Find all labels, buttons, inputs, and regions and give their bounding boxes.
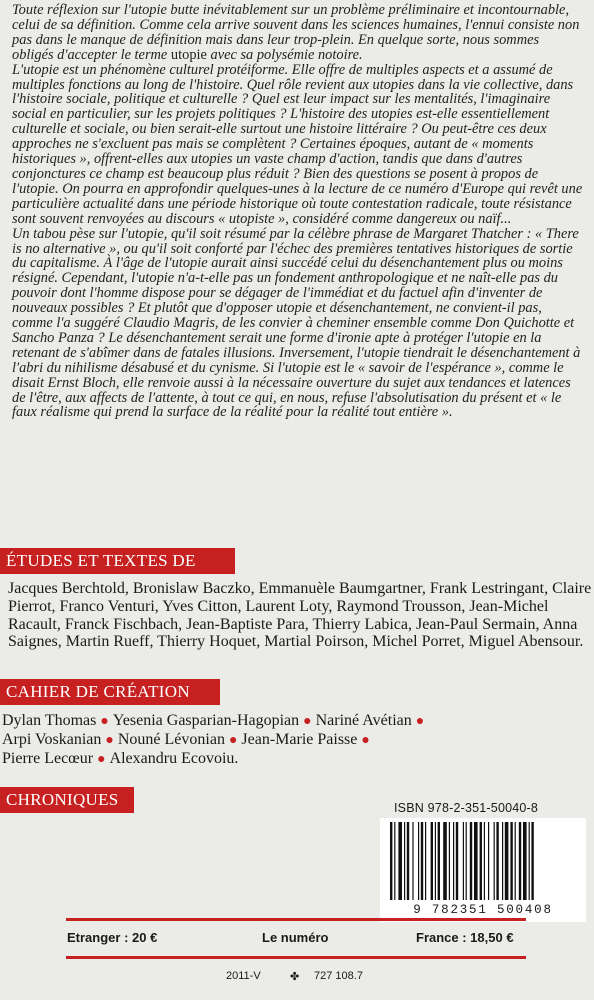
footer-code: 2011-V <box>226 970 261 982</box>
bullet-icon: ● <box>100 714 109 729</box>
barcode-bar <box>529 822 530 900</box>
barcode-bar <box>453 822 454 900</box>
barcode-bar <box>488 822 489 900</box>
price-rule-top <box>66 918 526 921</box>
barcode-bar <box>412 822 413 900</box>
bullet-icon: ● <box>228 732 238 748</box>
barcode-digits: 9 782351 500408 <box>413 903 553 917</box>
barcode-bar <box>505 822 509 900</box>
barcode-bar <box>484 822 485 900</box>
cahier-line-2 <box>0 731 420 750</box>
price-france: France : 18,50 € <box>416 930 514 945</box>
barcode-bar <box>449 822 450 900</box>
list-item: Yesenia Gasparian-Hagopian <box>112 712 300 729</box>
bullet-icon: ● <box>97 751 106 767</box>
barcode-bar <box>421 822 423 900</box>
isbn-label: ISBN 978-2-351-50040-8 <box>394 801 539 815</box>
price-foreign: Etranger : 20 € <box>67 930 158 945</box>
barcode-bar <box>531 822 533 900</box>
etudes-authors: Jacques Berchtold, Bronislaw Baczko, Emmanuèle Baumgartner, Frank Lestringant, Claire Pierrot, Franco Venturi, Yves Citton, Laurent Loty, Raymond Trousson, Jean-Michel Racault, Franck Fischbach, Jean-Baptiste Para, Thierry Labica, Jean-Paul Sermain, Anna Saignes, Martin Rueff, Thierry Hoquet, Martial Poirson, Michel Porret, Miguel Abensour. <box>8 580 592 651</box>
price-issue-label: Le numéro <box>262 930 329 945</box>
list-item: Arpi Voskanian <box>2 730 102 748</box>
barcode-bar <box>510 822 512 900</box>
barcode-bar <box>523 822 527 900</box>
barcode-bar <box>435 822 436 900</box>
list-item: Jean-Marie Paisse <box>241 730 358 748</box>
barcode-bar <box>404 822 405 900</box>
intro-paragraph-1 <box>12 3 584 63</box>
chroniques-heading-label: CHRONIQUES <box>6 790 119 809</box>
intro-text <box>12 3 584 420</box>
barcode-bar <box>474 822 478 900</box>
bullet-icon: ● <box>303 714 312 729</box>
barcode-bar <box>494 822 495 900</box>
cahier-authors <box>0 712 425 768</box>
barcode-bar <box>398 822 402 900</box>
price-rule-bottom <box>66 956 526 959</box>
publisher-logo-icon: ✤ <box>290 971 300 983</box>
barcode-bar <box>480 822 482 900</box>
cahier-line-1 <box>0 712 425 731</box>
barcode-bar <box>466 822 467 900</box>
barcode-bar <box>463 822 464 900</box>
list-item: Alexandru Ecovoiu. <box>109 749 239 767</box>
cahier-line-3 <box>0 750 420 769</box>
list-item: Dylan Thomas <box>2 712 97 729</box>
bullet-icon: ● <box>415 714 425 729</box>
barcode-bar <box>438 822 440 900</box>
list-item: Pierre Lecœur <box>2 749 94 767</box>
barcode-bar <box>443 822 447 900</box>
intro-paragraph-3: Un tabou pèse sur l'utopie, qu'il soit résumé par la célèbre phrase de Margaret Thatcher : « There is no alternative », ou qu'il soit conforté par l'échec des premières tentatives historiques de sortie du capitalisme. À l'âge de l'utopie aurait ainsi succédé celui du désenchantement plus ou moins résigné. Cependant, l'utopie n'a-t-elle pas un fondement anthropologique et ne naît-elle pas du pouvoir dont l'homme dispose pour se dégager de l'immédiat et du factuel afin d'inventer de nouveaux possibles ? Et plutôt que d'opposer utopie et désenchantement, ne convient-il pas, comme l'a suggéré Claudio Magris, de les convier à cheminer ensemble comme Don Quichotte et Sancho Panza ? Le désenchantement serait une forme d'ironie apte à protéger l'utopie en la retenant de s'abîmer dans de fatales illusions. Inversement, l'utopie tiendrait le désenchantement à l'abri du nihilisme désabusé et du cynisme. Si l'utopie est le « savoir de l'espérance », comme le disait Ernst Bloch, elle renvoie aussi à la nécessaire ouverture du sujet aux tendances et latences de l'être, aux affects de l'attente, à tout ce qui, en nous, refuse l'absolutisation du présent et « le faux réalisme qui prend la surface de la réalité pour la réalité tout entière ». <box>12 225 581 421</box>
barcode-bars <box>390 822 576 904</box>
chroniques-heading <box>0 787 134 813</box>
intro-paragraph-2: L'utopie est un phénomène culturel protéiforme. Elle offre de multiples aspects et a assumé de multiples fonctions au long de l'histoire. Quel rôle revient aux utopies dans la vie collective, dans l'histoire sociale, politique et culturelle ? Quel est leur impact sur les mentalités, l'imaginaire social en particulier, sur les projets politiques ? L'histoire des utopies est-elle essentiellement culturelle et sociale, ou bien serait-elle surtout une histoire littéraire ? Ou peut-être ces deux approches ne s'excluent pas mais se complètent ? Certaines époques, autant de « moments historiques », offrent-elles aux utopies un vaste champ d'action, tandis que dans d'autres conjonctures ce champ est beaucoup plus réduit ? Bien des questions se posent à propos de l'utopie. On pourra en approfondir quelques-unes à la lecture de ce numéro d'Europe qui revêt une particulière actualité dans une période historique où toute contestation radicale, toute résistance sont souvent renvoyées au discours « utopiste », considéré comme dangereux ou naïf... <box>12 61 583 227</box>
intro-p1-text: Toute réflexion sur l'utopie butte inévitablement sur un problème préliminaire et incontournable, celui de sa définition. Comme cela arrive souvent dans les sciences humaines, l'ennui consiste non pas dans le manque de définition mais dans leur trop-plein. En quelque sorte, nous sommes obligés d'accepter le terme <box>12 2 580 63</box>
barcode-bar <box>519 822 521 900</box>
list-item: Nouné Lévonian <box>117 730 225 748</box>
barcode-bar <box>407 822 409 900</box>
footer-number: 727 108.7 <box>314 970 363 982</box>
cahier-heading-label: CAHIER DE CRÉATION <box>6 682 190 701</box>
bullet-icon: ● <box>105 732 114 748</box>
intro-p1-end: avec sa polysémie notoire. <box>210 46 363 63</box>
barcode-bar <box>425 822 426 900</box>
barcode-bar <box>390 822 392 900</box>
barcode-bar <box>470 822 472 900</box>
intro-p1-utopie: utopie <box>167 46 211 63</box>
etudes-heading-label: ÉTUDES ET TEXTES DE <box>6 551 196 570</box>
barcode-bar <box>456 822 458 900</box>
barcode-bar <box>431 822 433 900</box>
barcode-bar <box>502 822 503 900</box>
barcode-bar <box>515 822 516 900</box>
list-item: Nariné Avétian <box>315 712 412 729</box>
barcode-bar <box>496 822 498 900</box>
etudes-heading <box>0 548 235 574</box>
barcode-bar <box>394 822 395 900</box>
cahier-heading <box>0 679 220 705</box>
bullet-icon: ● <box>361 732 370 748</box>
barcode-bar <box>418 822 419 900</box>
